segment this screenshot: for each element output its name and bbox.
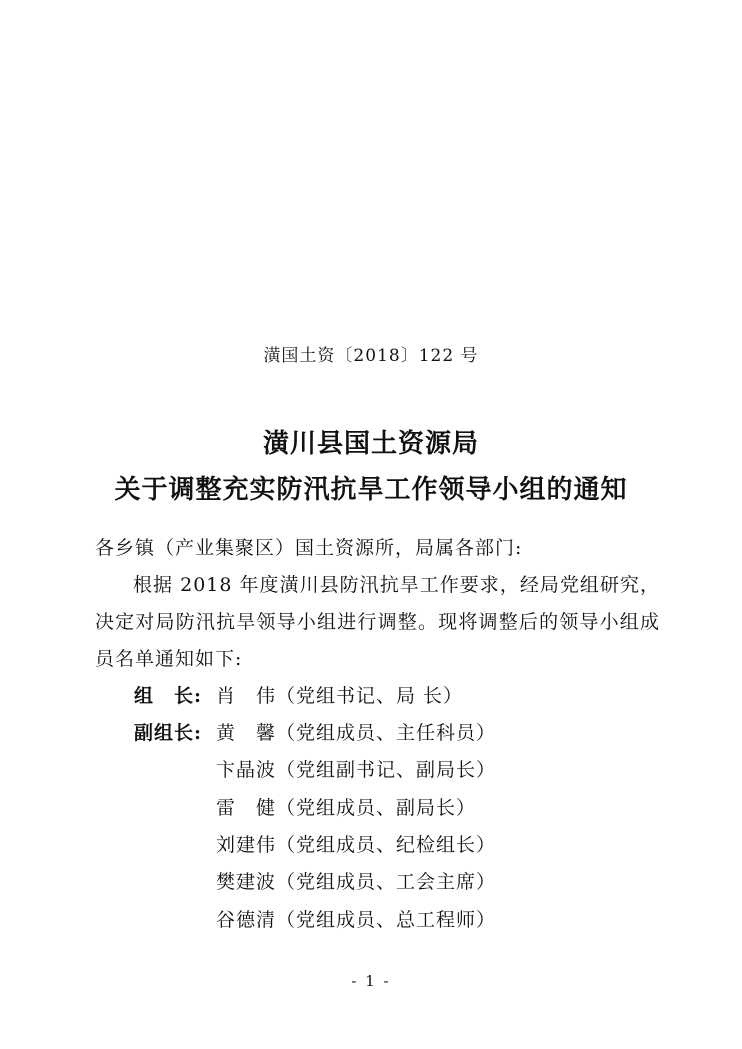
deputy-entry: 卞晶波（党组副书记、副局长） (216, 759, 497, 781)
deputy-entry: 刘建伟（党组成员、纪检组长） (216, 834, 497, 856)
salutation: 各乡镇（产业集聚区）国土资源所，局属各部门: (95, 537, 523, 559)
deputy-entry: 黄 馨（党组成员、主任科员） (216, 722, 497, 744)
body-paragraph: 根据 2018 年度潢川县防汛抗旱工作要求，经局党组研究，决定对局防汛抗旱领导小组进行调整。现将调整后的领导小组成员名单通知如下: (95, 574, 660, 670)
page-number: - 1 - (351, 972, 391, 990)
document-title-line2: 关于调整充实防汛抗旱工作领导小组的通知 (114, 475, 628, 505)
leader-label: 组 长: (134, 685, 203, 707)
document-title-line1: 潢川县国土资源局 (262, 429, 479, 459)
deputy-entry: 樊建波（党组成员、工会主席） (216, 871, 497, 893)
document-number: 潢国土资〔2018〕122 号 (263, 346, 479, 366)
deputy-entry: 雷 健（党组成员、副局长） (216, 797, 477, 819)
deputy-label: 副组长: (134, 722, 203, 744)
deputy-entry: 谷德清（党组成员、总工程师） (216, 909, 497, 931)
leader-entry: 肖 伟（党组书记、局 长） (216, 685, 464, 707)
